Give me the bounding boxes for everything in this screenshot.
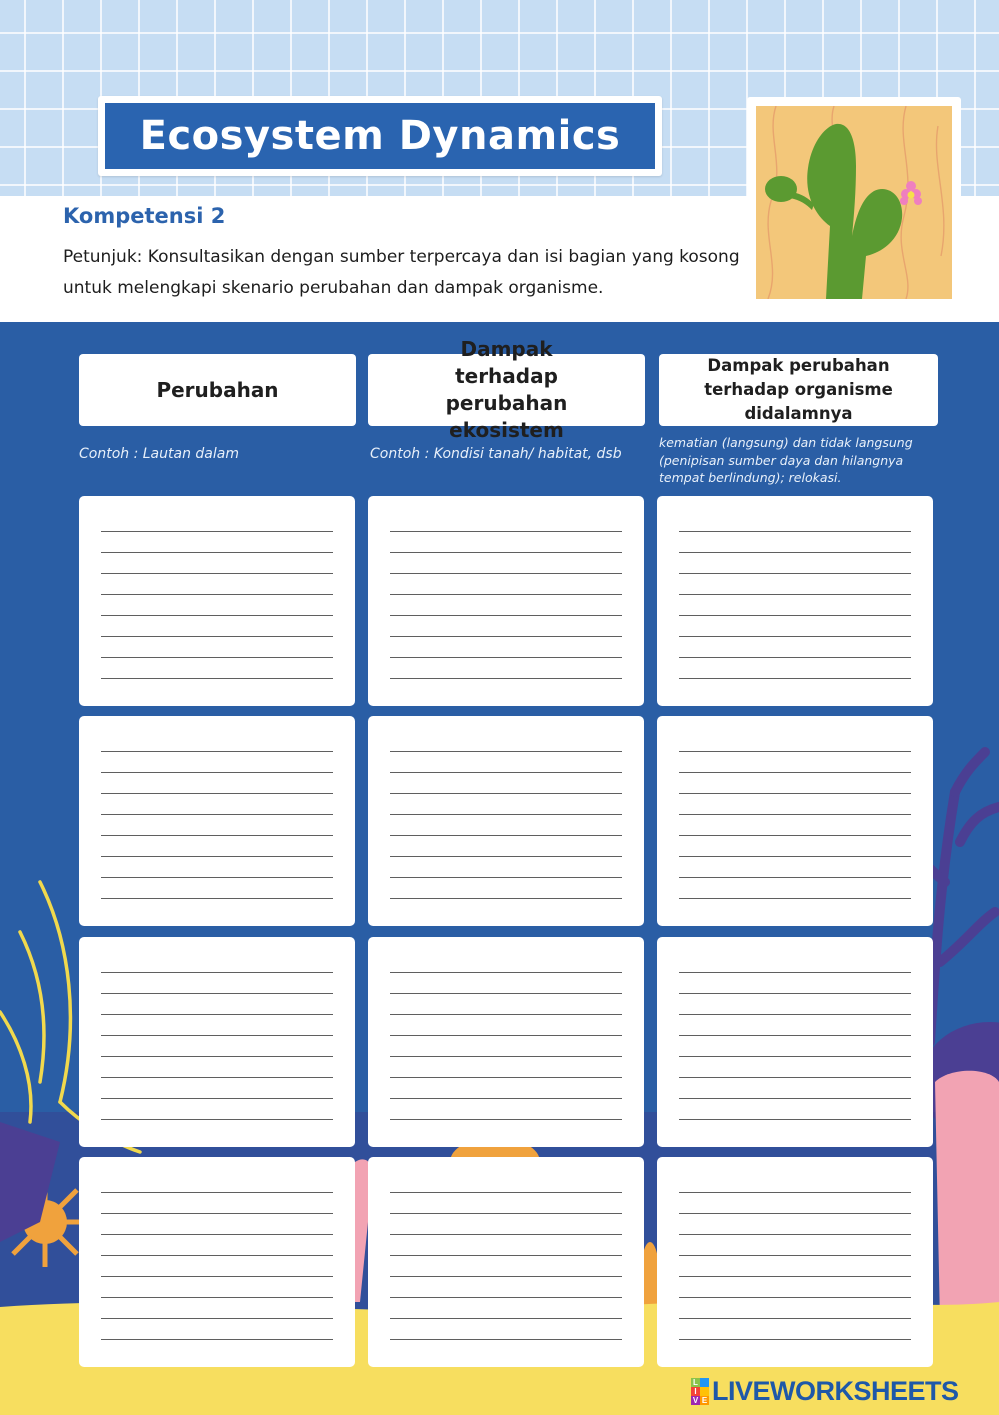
writing-line[interactable] — [390, 814, 622, 815]
writing-line[interactable] — [101, 531, 333, 532]
writing-line[interactable] — [390, 1035, 622, 1036]
writing-line[interactable] — [390, 657, 622, 658]
writing-line[interactable] — [390, 615, 622, 616]
writing-line[interactable] — [679, 877, 911, 878]
writing-line[interactable] — [101, 1339, 333, 1340]
writing-line[interactable] — [679, 1297, 911, 1298]
writing-line[interactable] — [679, 1098, 911, 1099]
answer-card-dampak-organisme-row-3[interactable] — [657, 937, 933, 1147]
writing-line[interactable] — [101, 1297, 333, 1298]
writing-line[interactable] — [390, 972, 622, 973]
writing-line[interactable] — [101, 657, 333, 658]
writing-line[interactable] — [101, 1014, 333, 1015]
writing-line[interactable] — [390, 1255, 622, 1256]
writing-line[interactable] — [679, 972, 911, 973]
writing-line[interactable] — [101, 594, 333, 595]
title-banner — [98, 96, 662, 176]
liveworksheets-logo-text: LIVEWORKSHEETS — [712, 1376, 959, 1406]
answer-card-dampak-organisme-row-2[interactable] — [657, 716, 933, 926]
writing-line[interactable] — [101, 1098, 333, 1099]
writing-line[interactable] — [101, 877, 333, 878]
writing-line[interactable] — [390, 1077, 622, 1078]
instructions-text: Petunjuk: Konsultasikan dengan sumber terpercaya dan isi bagian yang kosong untuk melengkapi skenario perubahan dan dampak organisme. — [63, 247, 740, 298]
writing-line[interactable] — [101, 972, 333, 973]
writing-line[interactable] — [390, 793, 622, 794]
writing-line[interactable] — [390, 552, 622, 553]
writing-line[interactable] — [390, 1119, 622, 1120]
writing-line[interactable] — [390, 1014, 622, 1015]
liveworksheets-logo — [691, 1376, 959, 1407]
writing-line[interactable] — [101, 751, 333, 752]
writing-line[interactable] — [390, 772, 622, 773]
writing-line[interactable] — [679, 636, 911, 637]
writing-line[interactable] — [679, 1234, 911, 1235]
writing-line[interactable] — [679, 657, 911, 658]
writing-line[interactable] — [390, 636, 622, 637]
writing-line[interactable] — [390, 898, 622, 899]
writing-line[interactable] — [390, 594, 622, 595]
writing-line[interactable] — [390, 993, 622, 994]
writing-line[interactable] — [390, 1234, 622, 1235]
column-header-dampak-organisme — [659, 354, 938, 426]
writing-line[interactable] — [679, 993, 911, 994]
writing-line[interactable] — [679, 573, 911, 574]
writing-line[interactable] — [679, 552, 911, 553]
writing-line[interactable] — [101, 552, 333, 553]
writing-line[interactable] — [101, 1192, 333, 1193]
writing-line[interactable] — [101, 1234, 333, 1235]
answer-card-dampak-ekosistem-row-2[interactable] — [368, 716, 644, 926]
writing-line[interactable] — [101, 1119, 333, 1120]
writing-line[interactable] — [679, 1276, 911, 1277]
example-dampak-organisme: kematian (langsung) dan tidak langsung (penipisan sumber daya dan hilangnya tempat berlindung); relokasi. — [659, 435, 913, 485]
answer-card-dampak-organisme-row-1[interactable] — [657, 496, 933, 706]
writing-line[interactable] — [679, 1014, 911, 1015]
writing-line[interactable] — [390, 1339, 622, 1340]
writing-line[interactable] — [390, 1297, 622, 1298]
writing-line[interactable] — [101, 573, 333, 574]
writing-line[interactable] — [101, 1276, 333, 1277]
writing-line[interactable] — [101, 793, 333, 794]
writing-line[interactable] — [101, 1255, 333, 1256]
writing-line[interactable] — [101, 678, 333, 679]
answer-card-dampak-organisme-row-4[interactable] — [657, 1157, 933, 1367]
example-perubahan: Contoh : Lautan dalam — [79, 446, 239, 462]
cactus-illustration — [747, 97, 961, 303]
writing-line[interactable] — [390, 1098, 622, 1099]
writing-line[interactable] — [101, 1035, 333, 1036]
writing-line[interactable] — [679, 835, 911, 836]
writing-line[interactable] — [390, 877, 622, 878]
column-header-dampak-ekosistem — [368, 337, 645, 442]
column-header-label: Dampak perubahan terhadap organisme didalamnya — [704, 356, 893, 423]
writing-line[interactable] — [101, 1056, 333, 1057]
column-header-label: Perubahan — [156, 378, 279, 402]
answer-card-perubahan-row-3[interactable] — [79, 937, 355, 1147]
writing-line[interactable] — [390, 678, 622, 679]
writing-line[interactable] — [679, 793, 911, 794]
writing-line[interactable] — [679, 1213, 911, 1214]
writing-line[interactable] — [101, 898, 333, 899]
column-header-label: Dampak terhadap perubahan ekosistem — [445, 337, 568, 442]
writing-line[interactable] — [390, 531, 622, 532]
writing-line[interactable] — [679, 751, 911, 752]
title-banner-inner — [105, 103, 655, 169]
writing-line[interactable] — [390, 856, 622, 857]
writing-line[interactable] — [679, 1192, 911, 1193]
writing-line[interactable] — [679, 594, 911, 595]
writing-line[interactable] — [679, 1077, 911, 1078]
answer-card-perubahan-row-2[interactable] — [79, 716, 355, 926]
answer-card-dampak-ekosistem-row-1[interactable] — [368, 496, 644, 706]
writing-line[interactable] — [679, 1035, 911, 1036]
column-header-perubahan — [79, 354, 356, 426]
answer-card-dampak-ekosistem-row-4[interactable] — [368, 1157, 644, 1367]
writing-line[interactable] — [101, 615, 333, 616]
liveworksheets-logo-icon: L I V E — [692, 1378, 708, 1405]
writing-line[interactable] — [679, 1339, 911, 1340]
answer-card-dampak-ekosistem-row-3[interactable] — [368, 937, 644, 1147]
writing-line[interactable] — [101, 993, 333, 994]
writing-line[interactable] — [101, 1213, 333, 1214]
writing-line[interactable] — [390, 1318, 622, 1319]
writing-line[interactable] — [679, 1119, 911, 1120]
writing-line[interactable] — [390, 835, 622, 836]
writing-line[interactable] — [679, 814, 911, 815]
writing-line[interactable] — [390, 1213, 622, 1214]
worksheet-title: Ecosystem Dynamics — [139, 113, 621, 159]
example-dampak-ekosistem: Contoh : Kondisi tanah/ habitat, dsb — [370, 446, 622, 462]
writing-line[interactable] — [101, 835, 333, 836]
writing-line[interactable] — [679, 1255, 911, 1256]
writing-line[interactable] — [679, 772, 911, 773]
writing-line[interactable] — [679, 615, 911, 616]
writing-line[interactable] — [390, 751, 622, 752]
writing-line[interactable] — [101, 1077, 333, 1078]
writing-line[interactable] — [679, 531, 911, 532]
writing-line[interactable] — [390, 1056, 622, 1057]
writing-line[interactable] — [101, 772, 333, 773]
writing-line[interactable] — [390, 573, 622, 574]
writing-line[interactable] — [101, 814, 333, 815]
writing-line[interactable] — [679, 1056, 911, 1057]
writing-line[interactable] — [679, 898, 911, 899]
writing-line[interactable] — [679, 678, 911, 679]
writing-line[interactable] — [679, 856, 911, 857]
writing-line[interactable] — [101, 636, 333, 637]
writing-line[interactable] — [101, 1318, 333, 1319]
answer-card-perubahan-row-1[interactable] — [79, 496, 355, 706]
writing-line[interactable] — [390, 1192, 622, 1193]
cactus-illustration-svg — [756, 106, 952, 299]
writing-line[interactable] — [679, 1318, 911, 1319]
section-heading: Kompetensi 2 — [63, 204, 226, 228]
writing-line[interactable] — [390, 1276, 622, 1277]
writing-line[interactable] — [101, 856, 333, 857]
answer-card-perubahan-row-4[interactable] — [79, 1157, 355, 1367]
